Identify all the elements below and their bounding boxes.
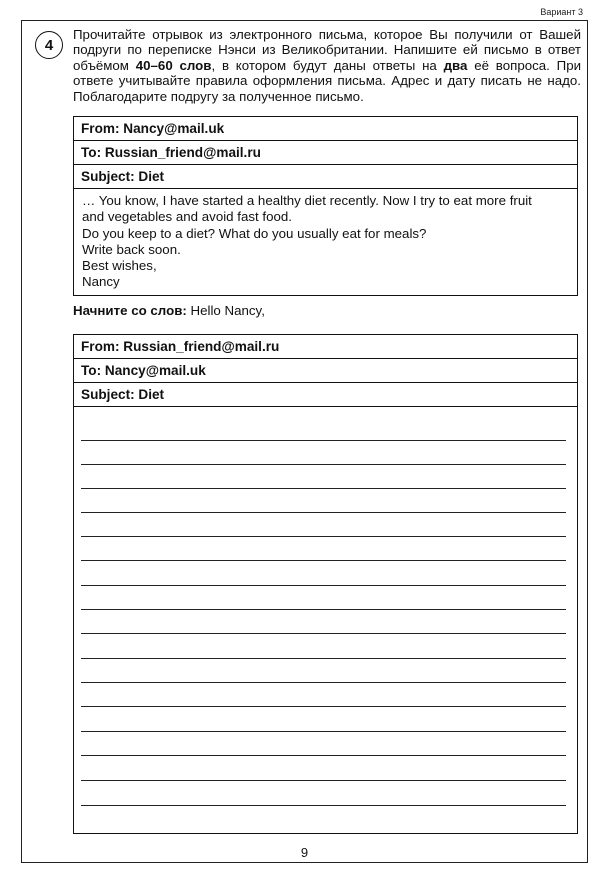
answer-line[interactable] (81, 682, 566, 683)
answer-line[interactable] (81, 755, 566, 756)
reply-email-to: To: Nancy@mail.uk (74, 359, 577, 383)
answer-line[interactable] (81, 464, 566, 465)
incoming-email-to: To: Russian_friend@mail.ru (74, 141, 577, 165)
answer-line[interactable] (81, 488, 566, 489)
start-phrase-text: Hello Nancy, (186, 303, 265, 318)
incoming-email-subject: Subject: Diet (74, 165, 577, 189)
answer-line[interactable] (81, 512, 566, 513)
task-text-part2: , в котором будут даны ответы на (211, 57, 444, 73)
answer-line[interactable] (81, 706, 566, 707)
answer-line[interactable] (81, 440, 566, 441)
variant-label: Вариант 3 (540, 7, 583, 17)
email-body-line: and vegetables and avoid fast food. (82, 209, 292, 225)
task-word-count: 40–60 слов (135, 57, 212, 73)
email-body-line: … You know, I have started a healthy diet recently. Now I try to eat more fruit (82, 193, 532, 208)
email-body-line: Do you keep to a diet? What do you usually eat for meals? (82, 225, 427, 241)
answer-line[interactable] (81, 731, 566, 732)
reply-email-subject: Subject: Diet (74, 383, 577, 407)
reply-email-box (73, 334, 578, 834)
email-body-line: Best wishes, (82, 258, 157, 274)
answer-line[interactable] (81, 780, 566, 781)
answer-line[interactable] (81, 633, 566, 634)
task-question-count: два (443, 57, 468, 73)
incoming-email-from: From: Nancy@mail.uk (74, 117, 577, 141)
incoming-email-box (73, 116, 578, 296)
answer-line[interactable] (81, 585, 566, 586)
task-text-part3: её вопроса. При ответе учитывайте правила оформления письма. Адрес и дату писать не надо. Поблагодарите подругу за полученное письмо. (73, 57, 582, 104)
start-phrase-label: Начните со слов: (73, 303, 187, 318)
task-text-part1: Прочитайте отрывок из электронного письма, которое Вы получили от Вашей подруги по переписке Нэнси из Великобритании. Напишите ей письмо в ответ объёмом (73, 27, 581, 73)
start-phrase (73, 303, 265, 318)
answer-line[interactable] (81, 609, 566, 610)
answer-line[interactable] (81, 658, 566, 659)
answer-line[interactable] (81, 536, 566, 537)
page-number: 9 (300, 845, 309, 860)
email-body-line: Nancy (82, 274, 120, 290)
email-body-line: Write back soon. (82, 241, 181, 257)
incoming-email-body (74, 189, 577, 294)
answer-line[interactable] (81, 805, 566, 806)
answer-line[interactable] (81, 560, 566, 561)
reply-email-from: From: Russian_friend@mail.ru (74, 335, 577, 359)
task-instructions (73, 27, 581, 104)
task-number: 4 (35, 31, 63, 59)
